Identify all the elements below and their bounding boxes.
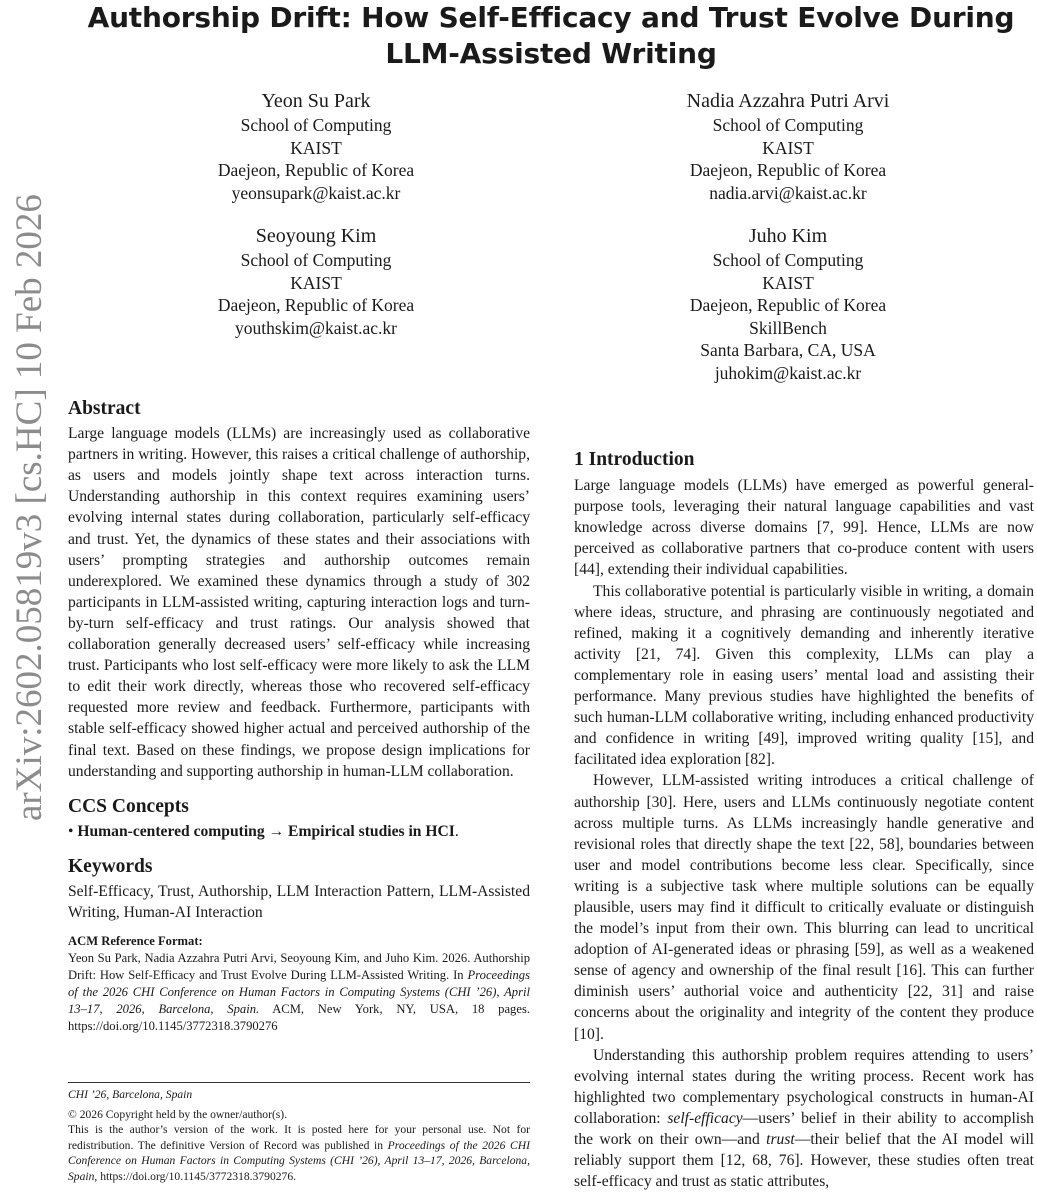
acm-reference-heading: ACM Reference Format: <box>68 934 203 949</box>
ccs-heading: CCS Concepts <box>68 795 189 817</box>
author-block-1 <box>166 88 466 204</box>
ccs-bullet: • <box>68 822 74 840</box>
author-affiliation: School of Computing <box>240 250 392 270</box>
keywords-heading: Keywords <box>68 855 153 877</box>
arrow-icon: → <box>268 822 285 840</box>
author-affiliation: KAIST <box>290 272 342 293</box>
introduction-heading: 1 Introduction <box>574 449 695 470</box>
author-block-2 <box>638 88 938 204</box>
author-name: Seoyoung Kim <box>255 225 377 247</box>
acm-reference-text: Yeon Su Park, Nadia Azzahra Putri Arvi, Seoyoung Kim, and Juho Kim. 2026. Authorship Drift: How Self-Efficacy and Trust Evolve During LLM-Assisted Writing. In <box>68 951 530 983</box>
intro-paragraph-3: However, LLM-assisted writing introduces a critical challenge of authorship [30]. Here, users and LLMs continuously negotiate content across multiple turns. As LLMs increasingly handle generative and revisional roles that directly shape the text [22, 58], boundaries between user and model contributions become less clear. Specifically, since writing is a subjective task where multiple solutions can be equally plausible, users may find it difficult to critically evaluate or distinguish the model’s input from their own. This blurring can lead to uncritical adoption of AI-generated ideas or phrasing [59], as well as a weakened sense of agency and ownership of the final result [16]. This can further diminish users’ authorial voice and authenticity [22, 31] and raise concerns about the originality and integrity of the content they produce [10]. <box>574 772 1034 1043</box>
author-location: Santa Barbara, CA, USA <box>700 340 876 361</box>
copyright-line: © 2026 Copyright held by the owner/author(s). <box>68 1107 288 1121</box>
author-location: Daejeon, Republic of Korea <box>689 160 887 181</box>
footer-notice <box>68 1082 530 1185</box>
intro-paragraph-2: This collaborative potential is particularly visible in writing, a domain where ideas, structure, and phrasing are continuously negotiated and refined, making it a cognitively demanding and inherently iterative activity [21, 74]. Given this complexity, LLMs can play a complementary role in easing users’ mental load and assisting their performance. Many previous studies have highlighted the benefits of such human-LLM collaborative writing, including enhanced productivity and confidence in writing [49], improved writing quality [15], and facilitated idea exploration [82]. <box>574 582 1034 769</box>
ccs-concepts <box>68 821 530 842</box>
intro-p4-c: —their belief that the AI model will reliably support them [12, 68, 76]. However, these studies often treat self-efficacy and trust as static attributes, <box>574 1131 1034 1191</box>
term-trust: trust <box>766 1131 795 1148</box>
author-name: Yeon Su Park <box>261 90 371 112</box>
author-location: Daejeon, Republic of Korea <box>217 295 415 316</box>
ccs-subconcept: Empirical studies in HCI <box>288 822 455 840</box>
intro-p4-b: —users’ belief in their ability to accomplish the work on their own—and <box>574 1109 1034 1148</box>
author-email: juhokim@kaist.ac.kr <box>714 362 862 383</box>
paper-title: Authorship Drift: How Self-Efficacy and Trust Evolve During LLM-Assisted Writing <box>87 1 1015 70</box>
author-email: youthskim@kaist.ac.kr <box>235 317 397 338</box>
abstract-text: Large language models (LLMs) are increasingly used as collaborative partners in writing. However, this raises a critical challenge of authorship, as users and models jointly shape text across interaction turns. Understanding authorship in this context requires examining users’ evolving internal states during collaboration, particularly self-efficacy and trust. Yet, the dynamics of these states and their associations with users’ prompting strategies and authorship outcomes remain underexplored. We examined these dynamics through a study of 302 participants in LLM-assisted writing, capturing interaction logs and turn-by-turn self-efficacy and trust ratings. Our analysis showed that collaboration generally decreased users’ self-efficacy while increasing trust. Participants who lost self-efficacy were more likely to ask the LLM to edit their work directly, whereas those who recovered self-efficacy requested more review and feedback. Furthermore, participants with stable self-efficacy showed higher actual and perceived authorship of the final text. Based on these findings, we propose design implications for understanding and supporting authorship in human-LLM collaboration. <box>68 425 530 780</box>
abstract-heading: Abstract <box>68 398 141 419</box>
author-affiliation: KAIST <box>290 137 342 158</box>
author-location: Daejeon, Republic of Korea <box>217 160 415 181</box>
author-affiliation: School of Computing <box>240 115 392 135</box>
notice-text: This is the author’s version of the work. It is posted here for your personal use. Not for redistribution. The definitive Version of Record was published in <box>68 1123 530 1152</box>
author-block-4 <box>638 223 938 385</box>
author-name: Juho Kim <box>748 225 828 247</box>
author-affiliation: KAIST <box>762 137 814 158</box>
acm-reference-venue: Proceedings of the 2026 CHI Conference on Human Factors in Computing Systems (CHI ’26), April 13–17, 2026, Barcelona, Spain. <box>68 968 530 1017</box>
notice-doi: , https://doi.org/10.1145/3772318.3790276. <box>94 1169 297 1183</box>
arxiv-identifier: arXiv:2602.05819v3 [cs.HC] 10 Feb 2026 <box>9 194 50 821</box>
right-column <box>574 401 1034 1192</box>
author-affiliation: School of Computing <box>712 115 864 135</box>
author-affiliation: KAIST <box>762 272 814 293</box>
intro-p4-a: Understanding this authorship problem requires attending to users’ evolving internal states during the writing process. Recent work has highlighted two complementary psychological constructs in human-AI collaboration: <box>574 1046 1034 1127</box>
author-email: yeonsupark@kaist.ac.kr <box>231 182 401 203</box>
author-email: nadia.arvi@kaist.ac.kr <box>709 182 867 203</box>
left-column <box>68 398 530 1035</box>
keywords-text: Self-Efficacy, Trust, Authorship, LLM Interaction Pattern, LLM-Assisted Writing, Human-AI Interaction <box>68 882 530 922</box>
intro-paragraph-4 <box>574 1045 1034 1193</box>
acm-reference-rest: ACM, New York, NY, USA, 18 pages. https://doi.org/10.1145/3772318.3790276 <box>68 1002 530 1034</box>
footer-venue: CHI ’26, Barcelona, Spain <box>68 1088 193 1101</box>
notice-venue: Proceedings of the 2026 CHI Conference on Human Factors in Computing Systems (CHI ’26), April 13–17, 2026, Barcelona, Spain <box>68 1138 530 1183</box>
author-block-3 <box>166 223 466 339</box>
acm-reference <box>68 933 530 1035</box>
author-location: Daejeon, Republic of Korea <box>689 295 887 316</box>
author-affiliation: School of Computing <box>712 250 864 270</box>
term-self-efficacy: self-efficacy <box>667 1109 743 1127</box>
ccs-end: . <box>454 822 459 840</box>
footer-divider <box>68 1082 530 1083</box>
ccs-concept: Human-centered computing <box>77 822 265 840</box>
intro-paragraph-1: Large language models (LLMs) have emerged as powerful general-purpose tools, leveraging their natural language capabilities and vast knowledge across diverse domains [7, 99]. Hence, LLMs are now perceived as collaborative partners that co-produce content with users [44], extending their individual capabilities. <box>574 477 1034 579</box>
author-affiliation: SkillBench <box>749 317 827 338</box>
author-name: Nadia Azzahra Putri Arvi <box>686 90 890 112</box>
